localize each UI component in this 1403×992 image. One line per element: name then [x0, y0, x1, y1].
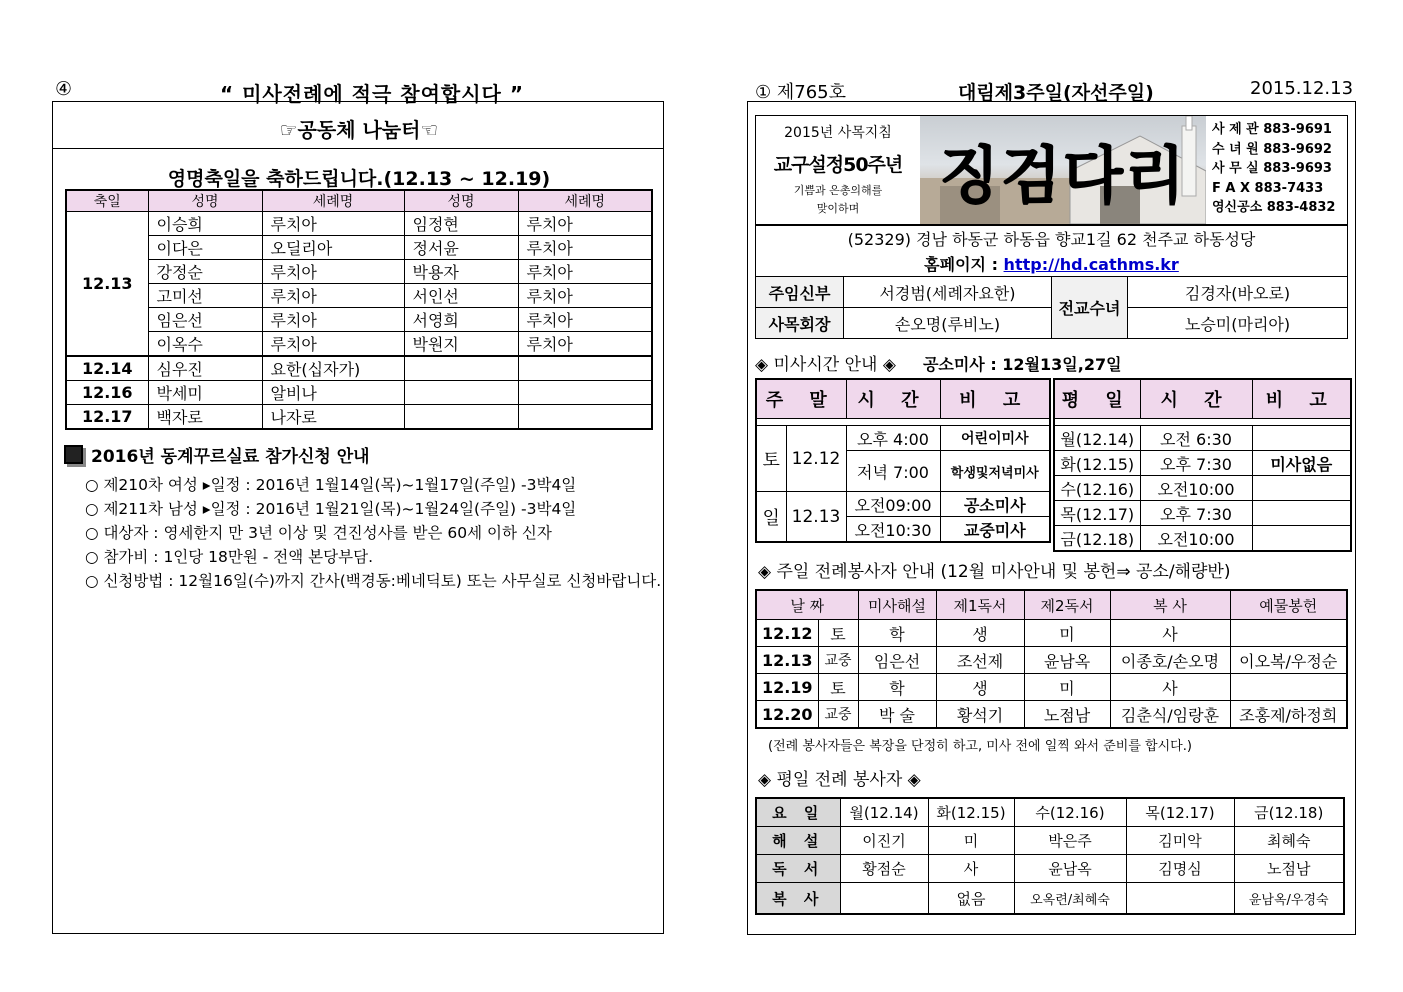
contact-line: 수 녀 원 883-9692: [1212, 141, 1332, 157]
mass-time: 오전10:30: [846, 517, 940, 543]
weekday-servers-heading: ◈ 평일 전례 봉사자 ◈: [758, 770, 921, 790]
server-cell: 학: [858, 620, 936, 647]
baptismal-name-cell: 요한(십자가): [262, 356, 404, 381]
homepage: [756, 251, 1348, 277]
baptismal-name-cell: 루치아: [262, 284, 404, 308]
name-cell: [404, 381, 518, 405]
feast-date: 12.13: [66, 212, 148, 357]
table-row: [66, 284, 652, 308]
weekday-servers-header: 수(12.16): [1014, 798, 1126, 827]
server-cell: 윤남옥/우경숙: [1234, 883, 1344, 915]
mass-note: 공소미사: [940, 492, 1050, 517]
weekday-servers-table: [755, 797, 1345, 915]
weekday-header: 비 고: [1252, 379, 1351, 419]
plan-sub: 기쁨과 은총의해를: [793, 184, 883, 197]
feast-header: 축일: [66, 190, 148, 212]
feast-date: 12.14: [66, 356, 148, 381]
contact-line: F A X 883-7433: [1212, 180, 1324, 196]
server-cell: 학: [858, 674, 936, 701]
sunday-servers-table: [755, 589, 1348, 729]
plan-main: 교구설정50주년: [773, 154, 903, 176]
mass-note: 학생및저녁미사: [940, 451, 1050, 492]
mass-day: 토: [756, 426, 786, 492]
baptismal-name-cell: 나자로: [262, 405, 404, 430]
baptismal-name-cell: 루치아: [262, 212, 404, 236]
weekday-day: 월(12.14): [1054, 426, 1140, 451]
mass-time: 오후 4:00: [846, 426, 940, 451]
server-cell: 생: [936, 620, 1024, 647]
weekday-time: 오전10:00: [1140, 526, 1252, 552]
server-cell: 황석기: [936, 701, 1024, 729]
checkbox-bullet-icon: [64, 445, 83, 464]
baptismal-name-cell: [518, 405, 652, 430]
contact-line: 사 제 관 883-9691: [1212, 122, 1332, 137]
name-cell: 임은선: [148, 308, 262, 332]
server-date: 12.12: [756, 620, 818, 647]
notice-title: [64, 442, 661, 467]
mass-heading: [755, 350, 1122, 375]
community-section: [52, 101, 664, 934]
weekday-servers-header: 목(12.17): [1126, 798, 1234, 827]
cursillo-notice: [61, 442, 661, 593]
baptismal-name-cell: 루치아: [262, 260, 404, 284]
servers-header: 날 짜: [756, 590, 858, 620]
weekday-servers-header: 요 일: [756, 798, 840, 827]
bulletin-logo: 징검다리: [939, 139, 1187, 212]
role-label: 독 서: [756, 855, 840, 883]
name-cell: [404, 356, 518, 381]
name-cell: 강정순: [148, 260, 262, 284]
server-cell: [840, 883, 928, 915]
server-cell: 이종호/손오명: [1110, 647, 1230, 674]
table-row: [756, 674, 1347, 701]
server-date: 12.13: [756, 647, 818, 674]
server-type: 토: [818, 620, 858, 647]
server-cell: 김미악: [1126, 827, 1234, 855]
weekday-note: [1252, 476, 1351, 501]
mass-date: 12.12: [786, 426, 846, 492]
weekday-time: 오후 7:30: [1140, 501, 1252, 526]
table-row: [66, 332, 652, 357]
name-cell: 심우진: [148, 356, 262, 381]
community-title: ☞공동체 나눔터☜: [279, 118, 439, 142]
name-cell: [404, 405, 518, 430]
weekend-header: 주 말: [756, 379, 846, 419]
role-label: 복 사: [756, 883, 840, 915]
weekday-servers-header: 화(12.15): [928, 798, 1014, 827]
feast-header: 세례명: [518, 190, 652, 212]
weekday-header: 시 간: [1140, 379, 1252, 419]
server-cell: 미: [1024, 674, 1110, 701]
server-cell: 김명심: [1126, 855, 1234, 883]
server-cell: [1230, 620, 1347, 647]
servers-header: 미사해설: [858, 590, 936, 620]
mass-day: 일: [756, 492, 786, 543]
table-row: [66, 356, 652, 381]
baptismal-name-cell: 루치아: [518, 284, 652, 308]
baptismal-name-cell: 루치아: [518, 260, 652, 284]
notice-title-text: 2016년 동계꾸르실료 참가신청 안내: [91, 447, 370, 467]
server-cell: 사: [928, 855, 1014, 883]
weekday-day: 화(12.15): [1054, 451, 1140, 476]
contact-line: 영신공소 883-4832: [1212, 200, 1336, 215]
weekday-day: 목(12.17): [1054, 501, 1140, 526]
servers-header: 복 사: [1110, 590, 1230, 620]
table-row: [66, 405, 652, 430]
server-date: 12.20: [756, 701, 818, 729]
table-row: [66, 236, 652, 260]
feast-title: 영명축일을 축하드립니다.(12.13 ~ 12.19): [167, 168, 551, 190]
name-cell: 이다은: [148, 236, 262, 260]
mission-mass: 공소미사 : 12월13일,27일: [922, 355, 1122, 374]
weekday-time: 오전 6:30: [1140, 426, 1252, 451]
server-cell: 없음: [928, 883, 1014, 915]
contact-list: [1206, 116, 1347, 224]
weekday-note: [1252, 426, 1351, 451]
servers-heading: ◈ 주일 전례봉사자 안내 (12월 미사안내 및 봉헌⇒ 공소/해량반): [758, 562, 1231, 582]
server-cell: 사: [1110, 674, 1230, 701]
server-cell: 최혜숙: [1234, 827, 1344, 855]
baptismal-name-cell: 루치아: [262, 332, 404, 357]
mass-date: 12.13: [786, 492, 846, 543]
table-row: [66, 381, 652, 405]
servers-header: 예물봉헌: [1230, 590, 1347, 620]
weekday-servers-header: 월(12.14): [840, 798, 928, 827]
weekday-note: 미사없음: [1252, 451, 1351, 476]
baptismal-name-cell: 루치아: [518, 332, 652, 357]
table-row: [66, 260, 652, 284]
server-cell: 김춘식/임랑훈: [1110, 701, 1230, 729]
pastor-label: 주임신부: [756, 277, 844, 308]
feast-table: [65, 189, 653, 430]
sister-name: 노승미(마리아): [1128, 308, 1348, 339]
feast-date: 12.16: [66, 381, 148, 405]
server-cell: 조홍제/하정희: [1230, 701, 1347, 729]
page-number-left: ④: [55, 78, 73, 100]
table-row: [66, 308, 652, 332]
church-photo: [920, 116, 1206, 224]
server-cell: 박은주: [1014, 827, 1126, 855]
contact-line: 사 무 실 883-9693: [1212, 161, 1332, 176]
weekday-servers-header: 금(12.18): [1234, 798, 1344, 827]
server-cell: 윤남옥: [1024, 647, 1110, 674]
baptismal-name-cell: [518, 381, 652, 405]
page-slogan: “ 미사전례에 적극 참여합시다 ”: [220, 82, 524, 106]
name-cell: 백자로: [148, 405, 262, 430]
sister-name: 김경자(바오로): [1128, 277, 1348, 308]
weekday-note: [1252, 501, 1351, 526]
table-row: [756, 620, 1347, 647]
name-cell: 박세미: [148, 381, 262, 405]
council-name: 손오명(루비노): [844, 308, 1052, 339]
pastor-name: 서경범(세례자요한): [844, 277, 1052, 308]
notice-line: ○ 제210차 여성 ▸일정 : 2016년 1월14일(목)~1월17일(주일) -3박4일: [85, 476, 577, 494]
weekday-time: 오후 7:30: [1140, 451, 1252, 476]
server-cell: 사: [1110, 620, 1230, 647]
baptismal-name-cell: [518, 356, 652, 381]
server-type: 교중: [818, 701, 858, 729]
baptismal-name-cell: 루치아: [518, 308, 652, 332]
mass-note: 교중미사: [940, 517, 1050, 543]
table-row: [756, 647, 1347, 674]
table-row: [756, 883, 1344, 915]
page-number: ①: [755, 82, 772, 103]
homepage-label: 홈페이지 :: [924, 255, 1004, 274]
mass-note: 어린이미사: [940, 426, 1050, 451]
servers-note: (전례 봉사자들은 복장을 단정히 하고, 미사 전에 일찍 와서 준비를 합시다.): [768, 739, 1192, 754]
feast-date: 12.17: [66, 405, 148, 430]
plan-sub: 맞이하며: [816, 202, 860, 215]
server-cell: 황점순: [840, 855, 928, 883]
baptismal-name-cell: 루치아: [518, 236, 652, 260]
table-row: [756, 701, 1347, 729]
notice-line: ○ 제211차 남성 ▸일정 : 2016년 1월21일(목)~1월24일(주일) -3박4일: [85, 500, 577, 518]
server-cell: 미: [928, 827, 1014, 855]
name-cell: 박원지: [404, 332, 518, 357]
feast-header: 성명: [404, 190, 518, 212]
baptismal-name-cell: 오딜리아: [262, 236, 404, 260]
notice-line: ○ 대상자 : 영세한지 만 3년 이상 및 견진성사를 받은 60세 이하 신자: [85, 524, 552, 542]
weekday-day: 수(12.16): [1054, 476, 1140, 501]
server-cell: 이오복/우정순: [1230, 647, 1347, 674]
server-cell: [1126, 883, 1234, 915]
role-label: 해 설: [756, 827, 840, 855]
name-cell: 정서윤: [404, 236, 518, 260]
server-date: 12.19: [756, 674, 818, 701]
servers-header: 제2독서: [1024, 590, 1110, 620]
feast-header: 성명: [148, 190, 262, 212]
notice-line: ○ 참가비 : 1인당 18만원 - 전액 본당부담.: [85, 548, 373, 566]
table-row: [66, 212, 652, 236]
table-row: [756, 827, 1344, 855]
weekday-time: 오전10:00: [1140, 476, 1252, 501]
sister-label: 전교수녀: [1052, 277, 1128, 339]
table-row: [756, 855, 1344, 883]
server-cell: 윤남옥: [1014, 855, 1126, 883]
server-type: 교중: [818, 647, 858, 674]
name-cell: 서영희: [404, 308, 518, 332]
mass-heading-text: ◈ 미사시간 안내 ◈: [755, 355, 896, 375]
plan-year: 2015년 사목지침: [784, 125, 892, 141]
homepage-link[interactable]: http://hd.cathms.kr: [1003, 255, 1179, 274]
weekend-mass-table: [755, 378, 1051, 543]
server-cell: 오옥련/최혜숙: [1014, 883, 1126, 915]
server-cell: 노점남: [1024, 701, 1110, 729]
pastoral-plan: [756, 116, 920, 224]
council-label: 사목회장: [756, 308, 844, 339]
server-cell: [1230, 674, 1347, 701]
name-cell: 임정현: [404, 212, 518, 236]
notice-line: ○ 신청방법 : 12월16일(수)까지 간사(백경동:베네딕토) 또는 사무실로 신청바랍니다.: [85, 572, 662, 590]
masthead: [755, 115, 1348, 225]
weekday-header: 평 일: [1054, 379, 1140, 419]
weekend-header: 시 간: [846, 379, 940, 419]
baptismal-name-cell: 루치아: [262, 308, 404, 332]
baptismal-name-cell: 루치아: [518, 212, 652, 236]
server-cell: 노점남: [1234, 855, 1344, 883]
parish-info: [755, 225, 1348, 339]
weekday-note: [1252, 526, 1351, 552]
name-cell: 고미선: [148, 284, 262, 308]
server-type: 토: [818, 674, 858, 701]
feast-header: 세례명: [262, 190, 404, 212]
weekend-header: 비 고: [940, 379, 1050, 419]
issue-number: 제765호: [776, 82, 847, 103]
name-cell: 이승희: [148, 212, 262, 236]
baptismal-name-cell: 알비나: [262, 381, 404, 405]
name-cell: 이옥수: [148, 332, 262, 357]
server-cell: 미: [1024, 620, 1110, 647]
name-cell: 서인선: [404, 284, 518, 308]
weekday-mass-table: [1053, 378, 1352, 552]
servers-header: 제1독서: [936, 590, 1024, 620]
mass-time: 저녁 7:00: [846, 451, 940, 492]
bulletin-date: 2015.12.13: [1250, 78, 1354, 99]
mass-time: 오전09:00: [846, 492, 940, 517]
server-cell: 조선제: [936, 647, 1024, 674]
server-cell: 박 술: [858, 701, 936, 729]
server-cell: 생: [936, 674, 1024, 701]
sunday-title: 대림제3주일(자선주일): [958, 82, 1154, 104]
server-cell: 임은선: [858, 647, 936, 674]
name-cell: 박용자: [404, 260, 518, 284]
parish-address: (52329) 경남 하동군 하동읍 향교1길 62 천주교 하동성당: [756, 226, 1348, 252]
server-cell: 이진기: [840, 827, 928, 855]
weekday-day: 금(12.18): [1054, 526, 1140, 552]
